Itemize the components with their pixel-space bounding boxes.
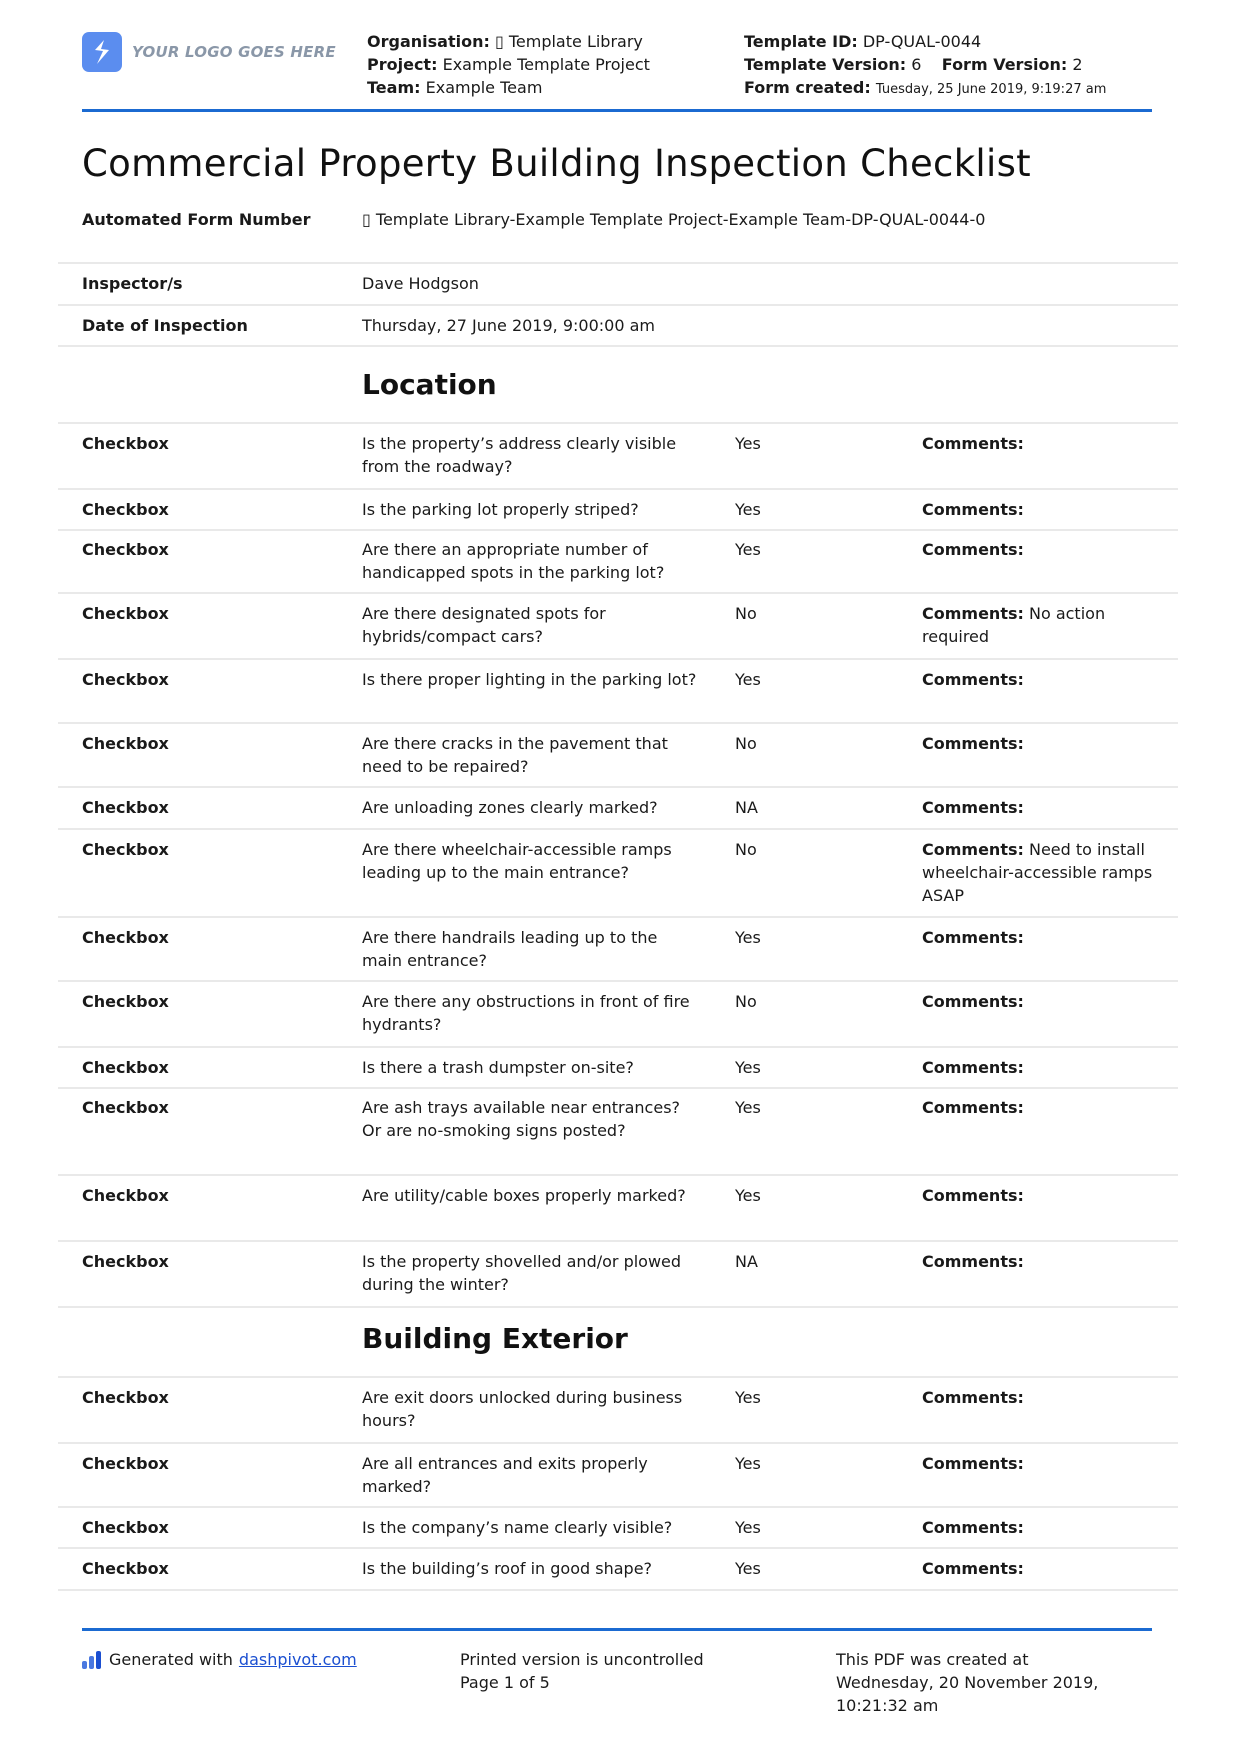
printed-text: Printed version is uncontrolled: [460, 1650, 704, 1669]
item-type: Checkbox: [82, 1186, 169, 1205]
meta-row-date: [58, 314, 1178, 347]
comments-label: Comments:: [922, 992, 1024, 1011]
item-answer: No: [735, 992, 757, 1011]
meta-label: Inspector/s: [82, 274, 183, 293]
item-type: Checkbox: [82, 1454, 169, 1473]
form-version-label: Form Version:: [941, 55, 1068, 74]
item-type: Checkbox: [82, 670, 169, 689]
item-type: Checkbox: [82, 500, 169, 519]
item-answer: No: [735, 734, 757, 753]
checklist-row: [58, 732, 1178, 788]
item-question: Are ash trays available near entrances? Or are no-smoking signs posted?: [362, 1098, 681, 1140]
item-answer: NA: [735, 1252, 758, 1271]
item-answer: Yes: [735, 1518, 761, 1537]
item-comments: [922, 1056, 1172, 1079]
item-answer: Yes: [735, 1388, 761, 1407]
comments-label: Comments:: [922, 840, 1024, 859]
item-question: Is the building’s roof in good shape?: [362, 1559, 653, 1578]
item-answer: Yes: [735, 1454, 761, 1473]
checklist-row: [58, 1184, 1178, 1242]
item-answer: Yes: [735, 928, 761, 947]
section-title-building-exterior: Building Exterior: [362, 1322, 628, 1355]
item-type: Checkbox: [82, 1518, 169, 1537]
item-answer: NA: [735, 798, 758, 817]
item-type: Checkbox: [82, 434, 169, 453]
created-date: Wednesday, 20 November 2019,: [836, 1673, 1099, 1692]
logo-text: YOUR LOGO GOES HERE: [132, 43, 336, 61]
item-type: Checkbox: [82, 604, 169, 623]
meta-row-inspector: [58, 272, 1178, 306]
project-value: Example Template Project: [442, 55, 650, 74]
comments-label: Comments:: [922, 734, 1024, 753]
item-question: Is the company’s name clearly visible?: [362, 1518, 673, 1537]
form-created-label: Form created:: [744, 78, 871, 97]
checklist-row: [58, 1250, 1178, 1308]
item-type: Checkbox: [82, 1559, 169, 1578]
item-comments: [922, 838, 1172, 907]
item-answer: Yes: [735, 540, 761, 559]
item-comments: [922, 1452, 1172, 1475]
comments-label: Comments:: [922, 604, 1024, 623]
comments-label: Comments:: [922, 1518, 1024, 1537]
company-logo: [82, 32, 336, 72]
item-comments: [922, 602, 1172, 648]
checklist-row: [58, 990, 1178, 1048]
checklist-row: [58, 926, 1178, 982]
section-divider: [58, 374, 1178, 424]
item-question: Are all entrances and exits properly marked?: [362, 1454, 648, 1496]
organisation-value: ▯ Template Library: [494, 32, 643, 51]
item-type: Checkbox: [82, 1388, 169, 1407]
item-type: Checkbox: [82, 840, 169, 859]
item-question: Are there wheelchair-accessible ramps leading up to the main entrance?: [362, 840, 672, 882]
checklist-row: [58, 538, 1178, 594]
item-question: Is there a trash dumpster on-site?: [362, 1058, 634, 1077]
item-comments: [922, 732, 1172, 755]
checklist-row: [58, 602, 1178, 660]
item-question: Are there handrails leading up to the main entrance?: [362, 928, 658, 970]
checklist-row: [58, 1056, 1178, 1089]
comments-label: Comments:: [922, 500, 1024, 519]
item-type: Checkbox: [82, 734, 169, 753]
meta-row-form-number: [58, 208, 1178, 264]
comments-label: Comments:: [922, 1388, 1024, 1407]
item-question: Are there an appropriate number of handicapped spots in the parking lot?: [362, 540, 665, 582]
comments-label: Comments:: [922, 1252, 1024, 1271]
item-answer: Yes: [735, 670, 761, 689]
section-divider: [58, 1330, 1178, 1378]
form-created-value: Tuesday, 25 June 2019, 9:19:27 am: [875, 82, 1107, 97]
comments-value: No action required: [922, 604, 1106, 646]
team-label: Team:: [367, 78, 421, 97]
created-text: This PDF was created at: [836, 1650, 1029, 1669]
item-type: Checkbox: [82, 1252, 169, 1271]
created-time: 10:21:32 am: [836, 1696, 939, 1715]
comments-label: Comments:: [922, 798, 1024, 817]
item-comments: [922, 990, 1172, 1013]
template-id-label: Template ID:: [744, 32, 858, 51]
comments-label: Comments:: [922, 928, 1024, 947]
item-answer: Yes: [735, 500, 761, 519]
checklist-row: [58, 838, 1178, 918]
item-type: Checkbox: [82, 1058, 169, 1077]
footer-divider: [82, 1628, 1152, 1631]
item-question: Are there any obstructions in front of fire hydrants?: [362, 992, 690, 1034]
page-title: Commercial Property Building Inspection Checklist: [82, 142, 1031, 185]
checklist-row: [58, 796, 1178, 830]
comments-label: Comments:: [922, 434, 1024, 453]
item-comments: [922, 538, 1172, 561]
item-answer: Yes: [735, 1186, 761, 1205]
item-type: Checkbox: [82, 540, 169, 559]
comments-label: Comments:: [922, 1098, 1024, 1117]
comments-label: Comments:: [922, 1186, 1024, 1205]
meta-value: Thursday, 27 June 2019, 9:00:00 am: [362, 316, 655, 335]
project-label: Project:: [367, 55, 438, 74]
checklist-row: [58, 1386, 1178, 1444]
item-answer: Yes: [735, 1058, 761, 1077]
comments-label: Comments:: [922, 1058, 1024, 1077]
header-divider: [82, 109, 1152, 112]
comments-value: Need to install wheelchair-accessible ramps ASAP: [922, 840, 1153, 905]
item-type: Checkbox: [82, 1098, 169, 1117]
item-answer: Yes: [735, 1098, 761, 1117]
meta-value: ▯ Template Library-Example Template Project-Example Team-DP-QUAL-0044-0: [362, 210, 986, 229]
checklist-row: [58, 432, 1178, 490]
checklist-row: [58, 1516, 1178, 1549]
template-version-value: 6: [911, 55, 922, 74]
organisation-label: Organisation:: [367, 32, 490, 51]
page-number: Page 1 of 5: [460, 1673, 550, 1692]
document-header: [82, 30, 1151, 110]
item-question: Is the property’s address clearly visible from the roadway?: [362, 434, 677, 476]
item-question: Are there cracks in the pavement that need to be repaired?: [362, 734, 668, 776]
comments-label: Comments:: [922, 1559, 1024, 1578]
team-value: Example Team: [425, 78, 543, 97]
template-id-value: DP-QUAL-0044: [862, 32, 982, 51]
item-comments: [922, 1250, 1172, 1273]
checklist-row: [58, 1557, 1178, 1591]
item-answer: Yes: [735, 434, 761, 453]
checklist-row: [58, 668, 1178, 724]
meta-label: Automated Form Number: [82, 210, 311, 229]
generated-with: [82, 1648, 357, 1671]
checklist-row: [58, 498, 1178, 531]
item-question: Are exit doors unlocked during business hours?: [362, 1388, 683, 1430]
item-answer: No: [735, 840, 757, 859]
generated-text: Generated with: [109, 1650, 233, 1669]
item-question: Is the parking lot properly striped?: [362, 500, 639, 519]
item-type: Checkbox: [82, 798, 169, 817]
item-question: Are utility/cable boxes properly marked?: [362, 1186, 686, 1205]
item-comments: [922, 432, 1172, 455]
item-answer: Yes: [735, 1559, 761, 1578]
item-type: Checkbox: [82, 992, 169, 1011]
form-version-value: 2: [1072, 55, 1083, 74]
meta-value: Dave Hodgson: [362, 274, 479, 293]
comments-label: Comments:: [922, 1454, 1024, 1473]
logo-mark-icon: [82, 32, 122, 72]
item-question: Is the property shovelled and/or plowed during the winter?: [362, 1252, 682, 1294]
item-question: Are unloading zones clearly marked?: [362, 798, 658, 817]
item-question: Is there proper lighting in the parking lot?: [362, 670, 697, 689]
comments-label: Comments:: [922, 540, 1024, 559]
header-template-info: [744, 30, 1106, 101]
item-comments: [922, 1096, 1172, 1119]
section-title-location: Location: [362, 368, 497, 401]
item-comments: [922, 498, 1172, 521]
item-comments: [922, 1386, 1172, 1409]
item-comments: [922, 796, 1172, 819]
item-comments: [922, 1557, 1172, 1580]
dashpivot-link[interactable]: dashpivot.com: [238, 1650, 357, 1669]
bar-chart-icon: [82, 1651, 101, 1669]
item-comments: [922, 926, 1172, 949]
item-answer: No: [735, 604, 757, 623]
item-comments: [922, 1516, 1172, 1539]
item-comments: [922, 1184, 1172, 1207]
meta-label: Date of Inspection: [82, 316, 248, 335]
print-status: [460, 1648, 704, 1694]
item-question: Are there designated spots for hybrids/compact cars?: [362, 604, 606, 646]
template-version-label: Template Version:: [744, 55, 907, 74]
comments-label: Comments:: [922, 670, 1024, 689]
checklist-row: [58, 1452, 1178, 1508]
item-type: Checkbox: [82, 928, 169, 947]
header-org-info: [367, 30, 650, 99]
checklist-row: [58, 1096, 1178, 1176]
pdf-created: [836, 1648, 1098, 1717]
item-comments: [922, 668, 1172, 691]
